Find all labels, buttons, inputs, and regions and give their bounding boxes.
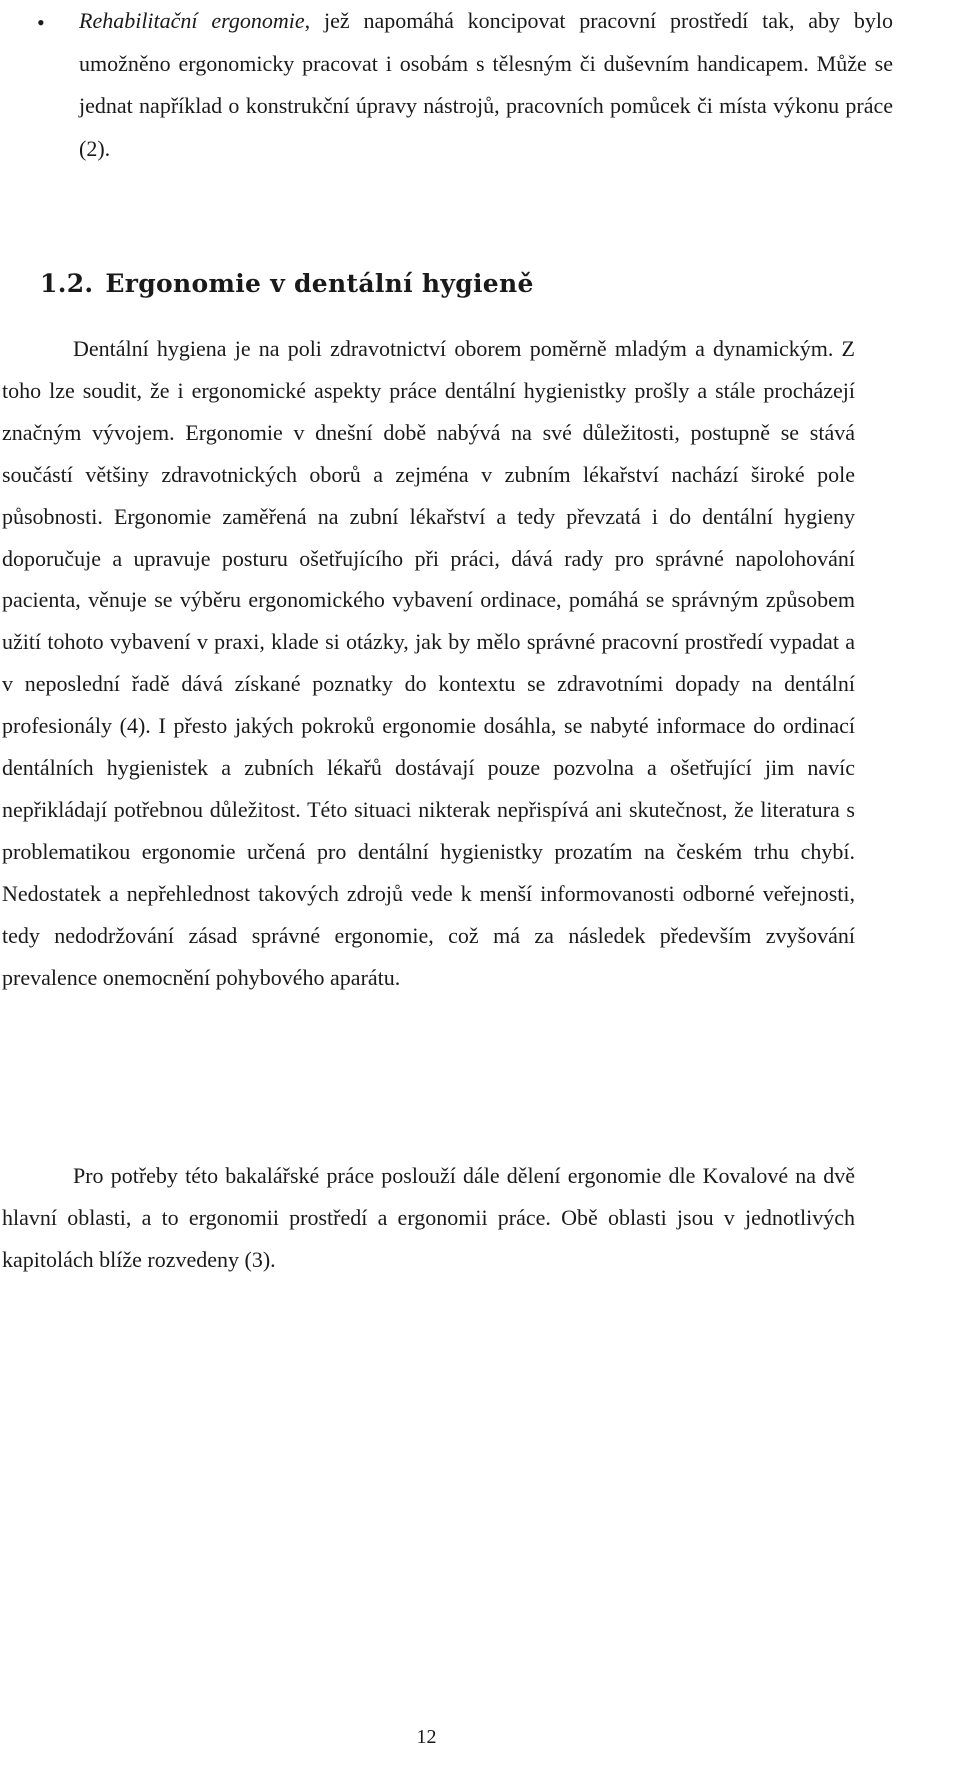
section-heading (40, 264, 534, 304)
bullet-body: , jež napomáhá koncipovat pracovní prostředí tak, aby bylo umožněno ergonomicky pracovat i osobám s tělesným či duševním handicapem. Může se jednat například o konstrukční úpravy nástrojů, pracovních pomůcek či místa výkonu práce (2). (79, 8, 893, 161)
paragraph-2-text: Pro potřeby této bakalářské práce poslouží dále dělení ergonomie dle Kovalové na dvě hlavní oblasti, a to ergonomii prostředí a ergonomii práce. Obě oblasti jsou v jednotlivých kapitolách blíže rozvedeny (3). (2, 1163, 855, 1272)
section-number: 1.2. (40, 269, 94, 298)
bullet-text (79, 0, 893, 170)
paragraph-1 (2, 328, 855, 999)
paragraph-2 (2, 1155, 855, 1281)
paragraph-1-text: Dentální hygiena je na poli zdravotnictví oborem poměrně mladým a dynamickým. Z toho lze soudit, že i ergonomické aspekty práce dentální hygienistky prošly a stále procházejí značným vývojem. Ergonomie v dnešní době nabývá na své důležitosti, postupně se stává součástí většiny zdravotnických oborů a zejména v zubním lékařství nachází široké pole působnosti. Ergonomie zaměřená na zubní lékařství a tedy převzatá i do dentální hygieny doporučuje a upravuje posturu ošetřujícího při práci, dává rady pro správné napolohování pacienta, věnuje se výběru ergonomického vybavení ordinace, pomáhá se správným způsobem užití tohoto vybavení v praxi, klade si otázky, jak by mělo správné pracovní prostředí vypadat a v neposlední řadě dává získané poznatky do kontextu se zdravotními dopady na dentální profesionály (4). I přesto jakých pokroků ergonomie dosáhla, se nabyté informace do ordinací dentálních hygienistek a zubních lékařů dostávají pouze pozvolna a ošetřující jim navíc nepřikládají potřebnou důležitost. Této situaci nikterak nepřispívá ani skutečnost, že literatura s problematikou ergonomie určená pro dentální hygienistky prozatím na českém trhu chybí. Nedostatek a nepřehlednost takových zdrojů vede k menší informovanosti odborné veřejnosti, tedy nedodržování zásad správné ergonomie, což má za následek především zvyšování prevalence onemocnění pohybového aparátu. (2, 336, 855, 990)
bullet-term: Rehabilitační ergonomie (79, 8, 305, 33)
section-title: Ergonomie v dentální hygieně (105, 269, 534, 298)
page-number: 12 (416, 1726, 437, 1748)
bullet-marker: • (37, 10, 45, 35)
